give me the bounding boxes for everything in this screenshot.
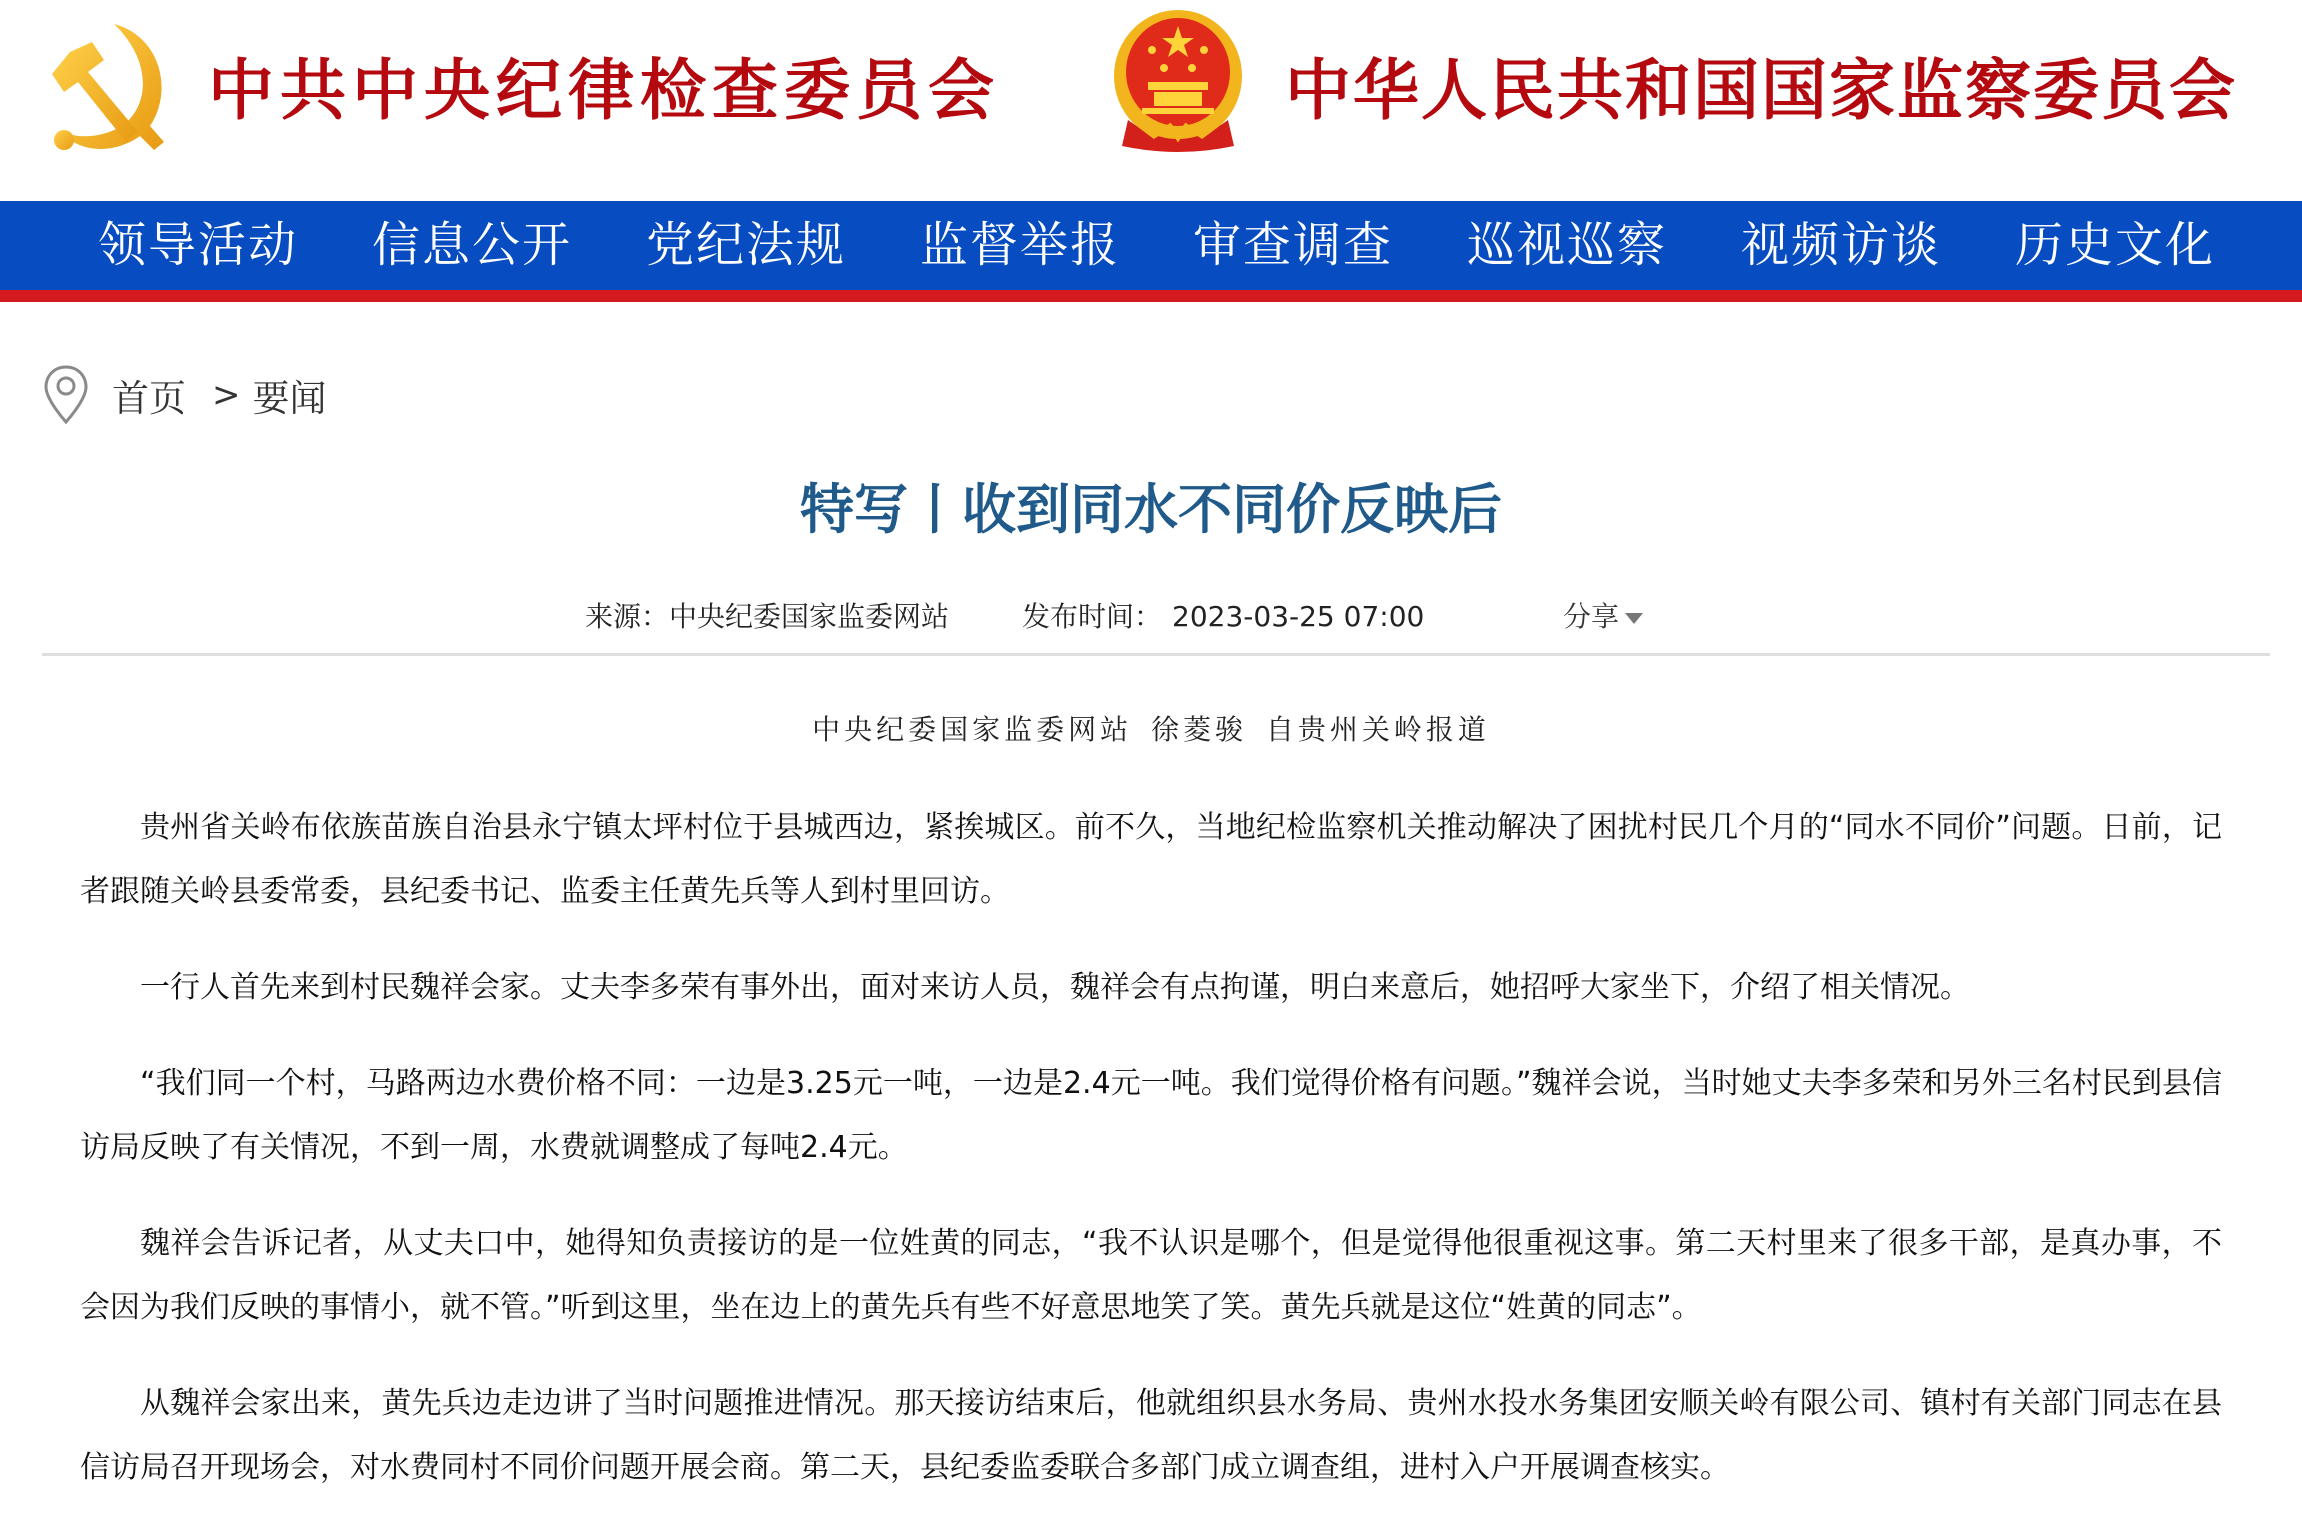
article-paragraph: 从魏祥会家出来，黄先兵边走边讲了当时问题推进情况。那天接访结束后，他就组织县水务局、贵州水投水务集团安顺关岭有限公司、镇村有关部门同志在县信访局召开现场会，对水费同村不同价问题开展会商。第二天，县纪委监委联合多部门成立调查组，进村入户开展调查核实。 <box>80 1386 2222 1485</box>
nav-item-inspection[interactable]: 巡视巡察 <box>1467 217 1668 273</box>
source-label: 来源： <box>585 600 670 633</box>
source-value: 中央纪委国家监委网站 <box>669 600 950 633</box>
meta-divider <box>42 653 2270 656</box>
article-paragraph: 魏祥会告诉记者，从丈夫口中，她得知负责接访的是一位姓黄的同志，“我不认识是哪个，但是觉得他很重视这事。第二天村里来了很多干部，是真办事，不会因为我们反映的事情小，就不管。”听到这里，坐在边上的黄先兵有些不好意思地笑了笑。黄先兵就是这位“姓黄的同志”。 <box>80 1226 2222 1325</box>
site-header <box>0 0 2302 200</box>
breadcrumb <box>42 360 327 430</box>
article-byline: 中央纪委国家监委网站 徐菱骏 自贵州关岭报道 <box>812 713 1490 746</box>
ccdi-site-title[interactable]: 中共中央纪律检查委员会 <box>208 51 1000 129</box>
nav-item-leadership[interactable]: 领导活动 <box>98 217 299 273</box>
article-source <box>585 595 949 639</box>
share-button[interactable] <box>1563 595 1643 639</box>
date-label: 发布时间： <box>1022 600 1163 633</box>
main-nav <box>0 201 2302 290</box>
breadcrumb-current[interactable]: 要闻 <box>252 377 327 420</box>
nav-item-report[interactable]: 监督举报 <box>920 217 1121 273</box>
article-title: 特写丨收到同水不同价反映后 <box>800 478 1502 541</box>
article-paragraph: 一行人首先来到村民魏祥会家。丈夫李多荣有事外出，面对来访人员，魏祥会有点拘谨，明白来意后，她招呼大家坐下，介绍了相关情况。 <box>140 970 1970 1005</box>
article-date <box>1022 595 1424 639</box>
article-paragraph: “我们同一个村，马路两边水费价格不同：一边是3.25元一吨，一边是2.4元一吨。我们觉得价格有问题。”魏祥会说，当时她丈夫李多荣和另外三名村民到县信访局反映了有关情况，不到一周，水费就调整成了每吨2.4元。 <box>80 1066 2222 1165</box>
nav-item-disclosure[interactable]: 信息公开 <box>372 217 573 273</box>
location-pin-icon <box>42 364 90 426</box>
article-body <box>80 796 2222 1532</box>
hammer-sickle-emblem-icon[interactable] <box>42 22 177 152</box>
date-value: 2023-03-25 07:00 <box>1172 600 1425 633</box>
nav-item-history[interactable]: 历史文化 <box>2015 217 2216 273</box>
article-paragraph: 贵州省关岭布依族苗族自治县永宁镇太坪村位于县城西边，紧挨城区。前不久，当地纪检监察机关推动解决了困扰村民几个月的“同水不同价”问题。日前，记者跟随关岭县委常委，县纪委书记、监委主任黄先兵等人到村里回访。 <box>80 810 2222 909</box>
nav-item-regulations[interactable]: 党纪法规 <box>646 217 847 273</box>
caret-down-icon <box>1625 613 1643 624</box>
nav-item-video[interactable]: 视频访谈 <box>1741 217 1942 273</box>
breadcrumb-home-link[interactable]: 首页 <box>112 377 186 420</box>
nsc-site-title[interactable]: 中华人民共和国国家监察委员会 <box>1285 51 2237 129</box>
share-label: 分享 <box>1563 600 1620 633</box>
nav-red-stripe <box>0 290 2302 302</box>
national-emblem-icon[interactable] <box>1108 8 1248 153</box>
nav-item-investigation[interactable]: 审查调查 <box>1193 217 1394 273</box>
breadcrumb-separator: > <box>212 375 241 415</box>
